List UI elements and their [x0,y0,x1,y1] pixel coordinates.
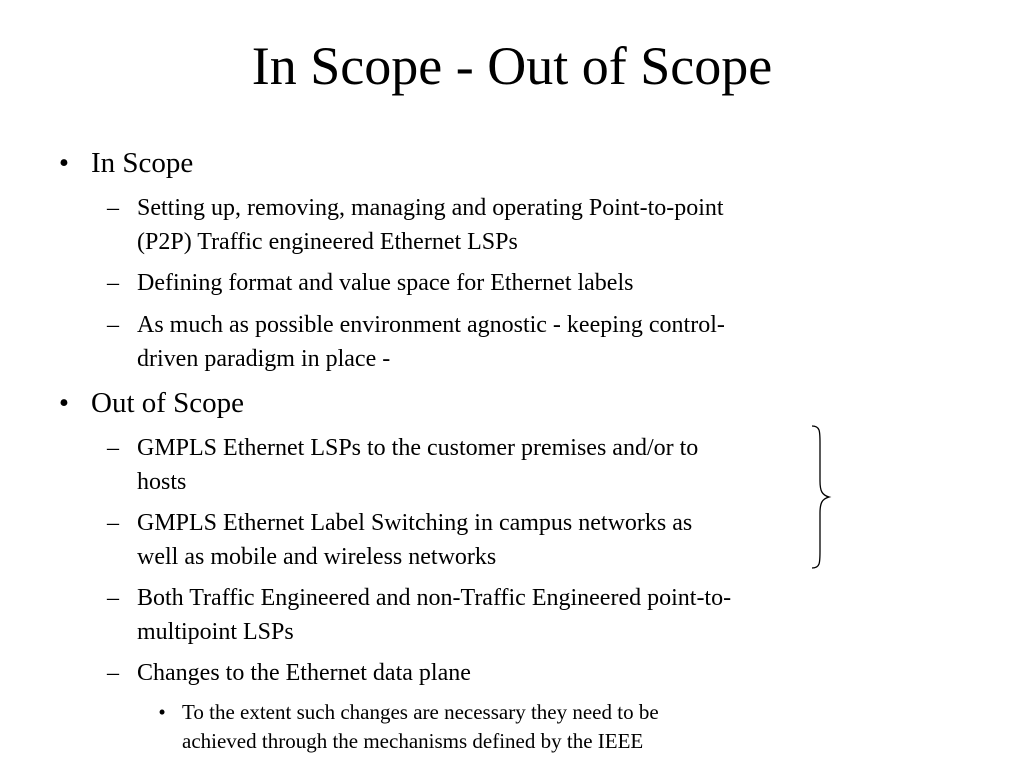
dash-glyph: – [107,510,119,536]
slide-title: In Scope - Out of Scope [251,36,773,96]
in-scope-item-3-line-1: As much as possible environment agnostic - keeping control- [137,312,725,338]
bullet-glyph: • [58,387,70,419]
in-scope-heading: In Scope [91,147,194,179]
dash-glyph: – [107,312,119,338]
in-scope-item-1-line-1: Setting up, removing, managing and operating Point-to-point [137,195,724,221]
out-of-scope-sub-item-1-line-2: achieved through the mechanisms defined by the IEEE [182,729,644,753]
dash-glyph: – [107,195,119,221]
out-of-scope-sub-item-1-line-1: To the extent such changes are necessary they need to be [182,700,659,724]
out-of-scope-item-3-line-2: multipoint LSPs [137,619,294,645]
bullet-glyph: • [158,700,166,724]
in-scope-item-3-line-2: driven paradigm in place - [137,346,391,372]
out-of-scope-item-1-line-1: GMPLS Ethernet LSPs to the customer premises and/or to [137,435,699,461]
out-of-scope-item-3-line-1: Both Traffic Engineered and non-Traffic Engineered point-to- [137,585,732,611]
dash-glyph: – [107,660,119,686]
out-of-scope-item-2-line-1: GMPLS Ethernet Label Switching in campus networks as [137,510,693,536]
in-scope-item-1-line-2: (P2P) Traffic engineered Ethernet LSPs [137,229,518,255]
dash-glyph: – [107,585,119,611]
out-of-scope-item-1-line-2: hosts [137,469,187,495]
curly-brace [808,423,832,571]
dash-glyph: – [107,270,119,296]
out-of-scope-heading: Out of Scope [91,387,245,419]
out-of-scope-item-4-line-1: Changes to the Ethernet data plane [137,660,471,686]
in-scope-item-2-line-1: Defining format and value space for Ethernet labels [137,270,634,296]
out-of-scope-item-2-line-2: well as mobile and wireless networks [137,544,497,570]
dash-glyph: – [107,435,119,461]
bullet-glyph: • [58,147,70,179]
